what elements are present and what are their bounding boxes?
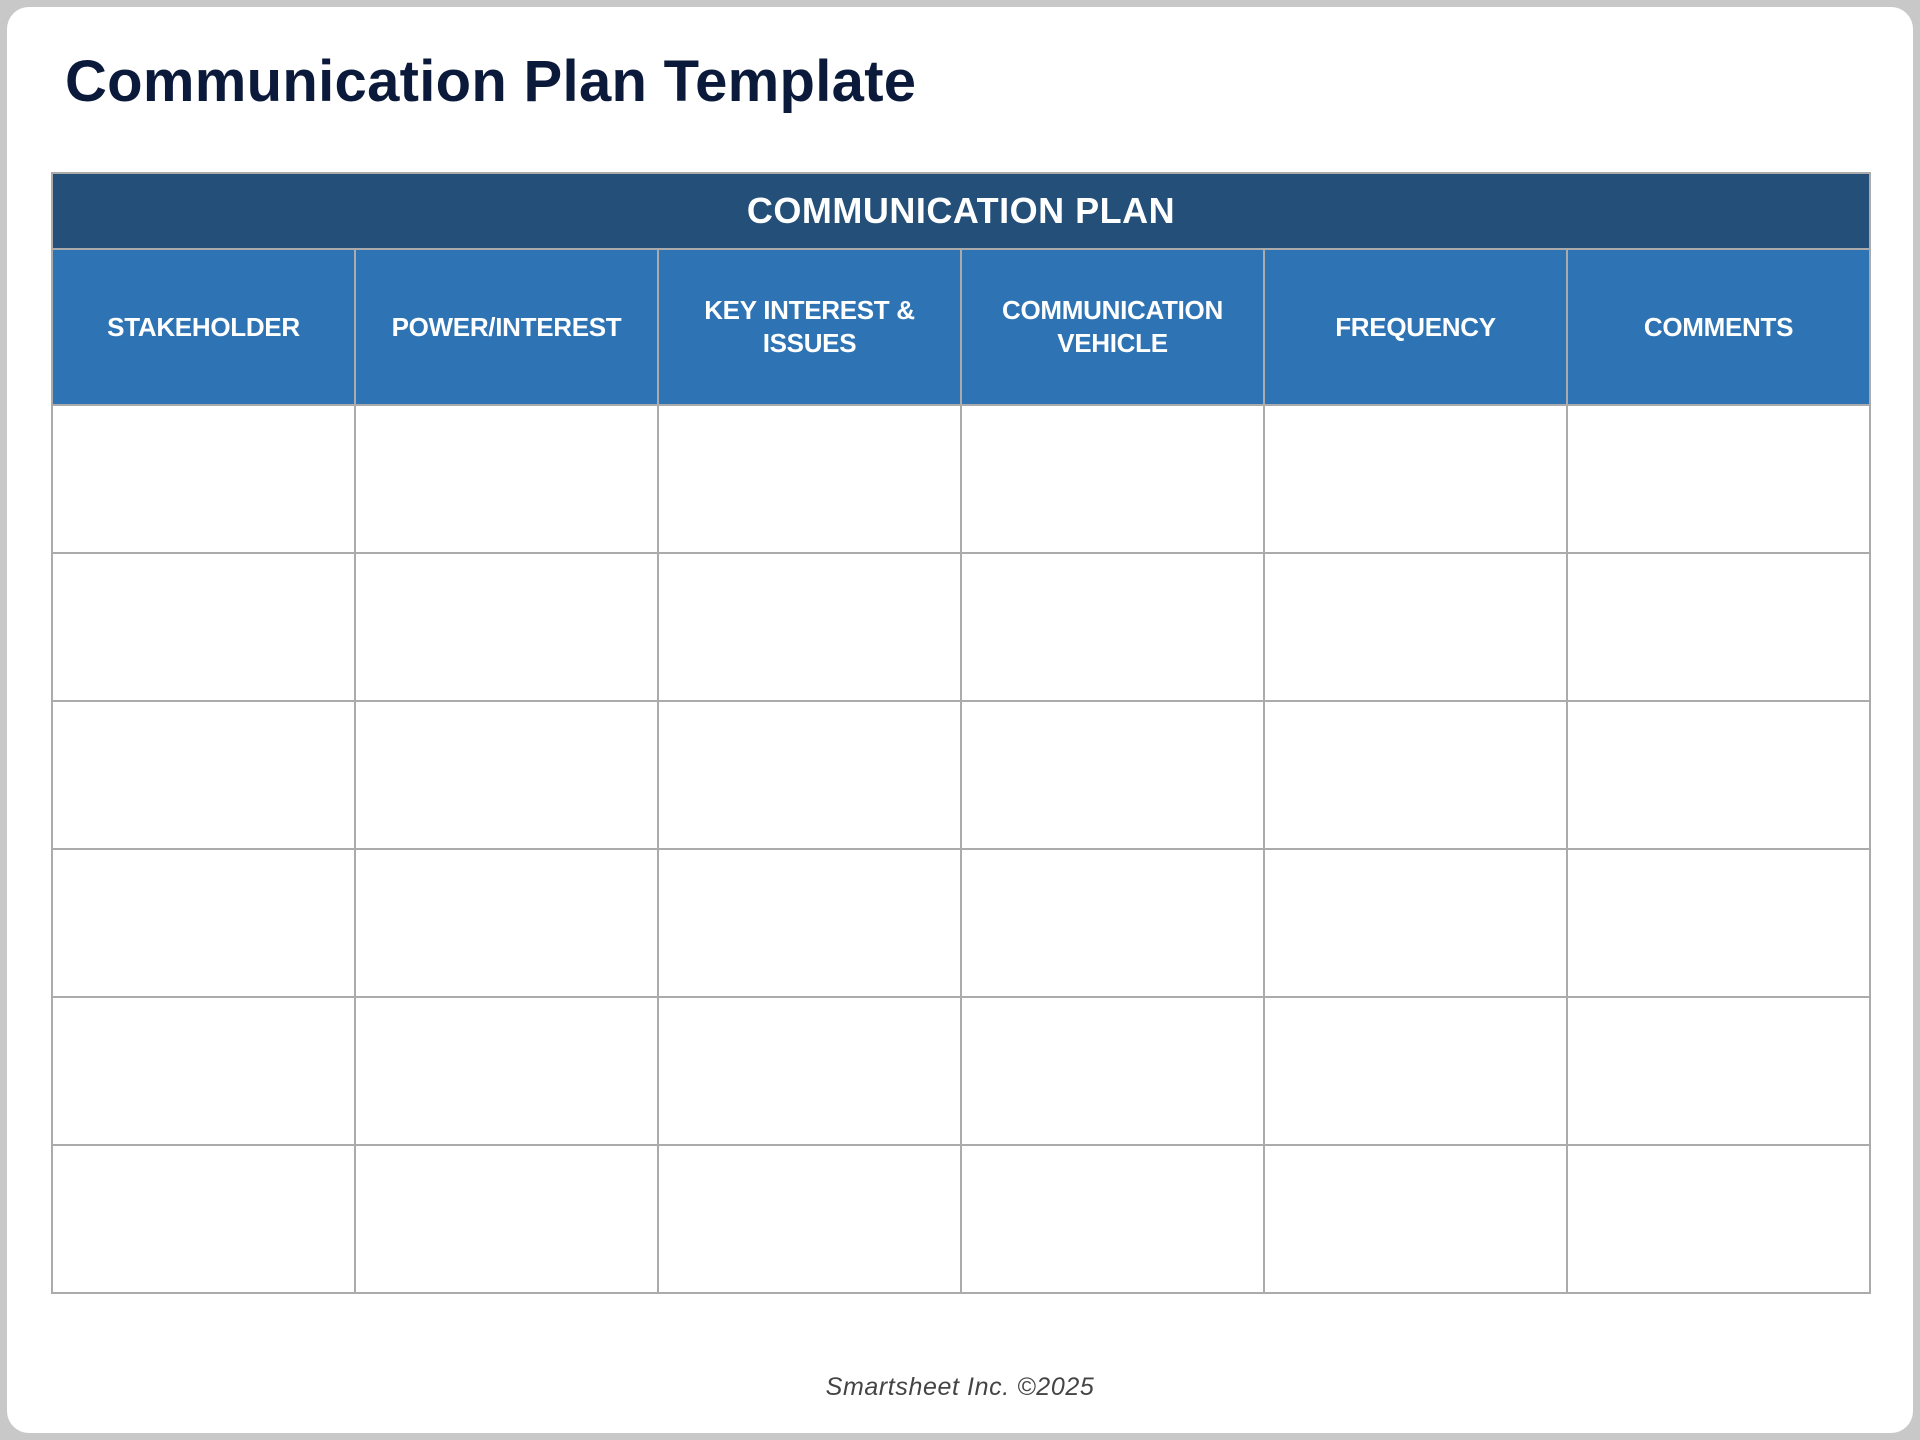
cell-power-interest[interactable]: [355, 1145, 658, 1293]
cell-communication-vehicle[interactable]: [961, 405, 1264, 553]
table-row: [52, 553, 1870, 701]
cell-stakeholder[interactable]: [52, 997, 355, 1145]
table-row: [52, 1145, 1870, 1293]
column-header-frequency: FREQUENCY: [1264, 249, 1567, 405]
table-band-title: COMMUNICATION PLAN: [52, 173, 1870, 249]
cell-stakeholder[interactable]: [52, 849, 355, 997]
cell-comments[interactable]: [1567, 701, 1870, 849]
cell-key-interest-issues[interactable]: [658, 701, 961, 849]
cell-communication-vehicle[interactable]: [961, 553, 1264, 701]
document-page: [7, 7, 1913, 1433]
cell-power-interest[interactable]: [355, 553, 658, 701]
cell-power-interest[interactable]: [355, 405, 658, 553]
cell-communication-vehicle[interactable]: [961, 997, 1264, 1145]
table-band-row: [52, 173, 1870, 249]
table-row: [52, 849, 1870, 997]
cell-communication-vehicle[interactable]: [961, 701, 1264, 849]
copyright-footer: Smartsheet Inc. ©2025: [825, 1373, 1095, 1401]
cell-key-interest-issues[interactable]: [658, 849, 961, 997]
cell-power-interest[interactable]: [355, 701, 658, 849]
cell-communication-vehicle[interactable]: [961, 849, 1264, 997]
table-row: [52, 405, 1870, 553]
cell-frequency[interactable]: [1264, 553, 1567, 701]
cell-frequency[interactable]: [1264, 701, 1567, 849]
column-header-comments: COMMENTS: [1567, 249, 1870, 405]
cell-comments[interactable]: [1567, 1145, 1870, 1293]
cell-comments[interactable]: [1567, 849, 1870, 997]
cell-power-interest[interactable]: [355, 997, 658, 1145]
cell-stakeholder[interactable]: [52, 553, 355, 701]
cell-key-interest-issues[interactable]: [658, 997, 961, 1145]
column-header-power-interest: POWER/INTEREST: [355, 249, 658, 405]
cell-stakeholder[interactable]: [52, 701, 355, 849]
cell-power-interest[interactable]: [355, 849, 658, 997]
column-header-communication-vehicle: COMMUNICATION VEHICLE: [961, 249, 1264, 405]
cell-stakeholder[interactable]: [52, 1145, 355, 1293]
column-header-key-interest-issues: KEY INTEREST & ISSUES: [658, 249, 961, 405]
table-row: [52, 701, 1870, 849]
table-header-row: [52, 249, 1870, 405]
cell-stakeholder[interactable]: [52, 405, 355, 553]
cell-frequency[interactable]: [1264, 997, 1567, 1145]
communication-plan-table: [51, 172, 1871, 1294]
cell-frequency[interactable]: [1264, 849, 1567, 997]
cell-communication-vehicle[interactable]: [961, 1145, 1264, 1293]
table-row: [52, 997, 1870, 1145]
cell-comments[interactable]: [1567, 997, 1870, 1145]
cell-frequency[interactable]: [1264, 405, 1567, 553]
cell-frequency[interactable]: [1264, 1145, 1567, 1293]
column-header-stakeholder: STAKEHOLDER: [52, 249, 355, 405]
cell-comments[interactable]: [1567, 553, 1870, 701]
cell-key-interest-issues[interactable]: [658, 1145, 961, 1293]
cell-comments[interactable]: [1567, 405, 1870, 553]
cell-key-interest-issues[interactable]: [658, 405, 961, 553]
page-title: Communication Plan Template: [65, 49, 917, 114]
cell-key-interest-issues[interactable]: [658, 553, 961, 701]
